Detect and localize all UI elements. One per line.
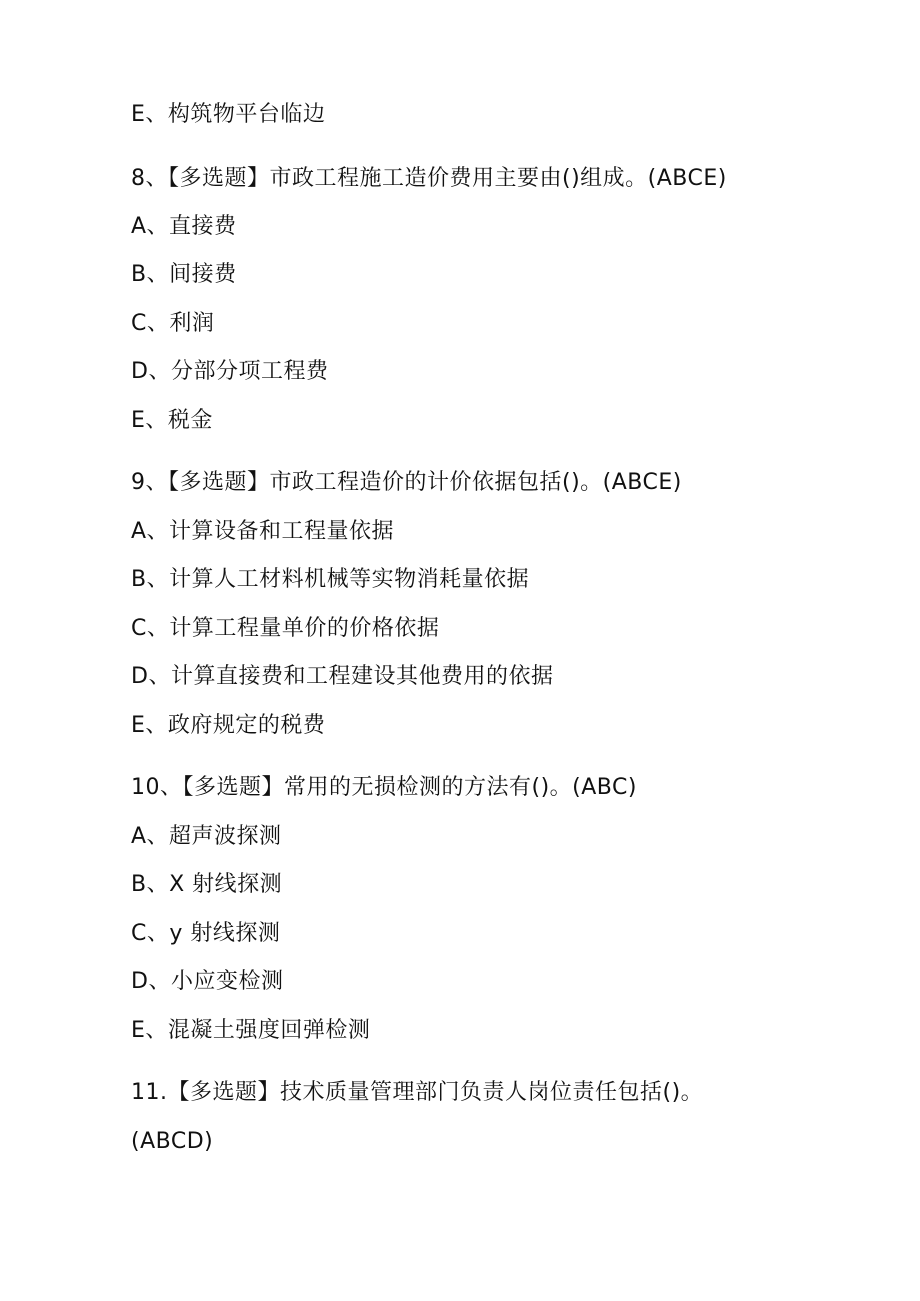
option-line: D、计算直接费和工程建设其他费用的依据 bbox=[131, 664, 554, 689]
option-line: C、计算工程量单价的价格依据 bbox=[131, 616, 440, 641]
option-line: E、混凝土强度回弹检测 bbox=[131, 1018, 371, 1043]
answer-line: (ABCD) bbox=[131, 1129, 214, 1154]
question-line: 8、【多选题】市政工程施工造价费用主要由()组成。(ABCE) bbox=[131, 166, 727, 191]
question-line: 9、【多选题】市政工程造价的计价依据包括()。(ABCE) bbox=[131, 470, 682, 495]
question-line: 10、【多选题】常用的无损检测的方法有()。(ABC) bbox=[131, 775, 637, 800]
option-line: B、计算人工材料机械等实物消耗量依据 bbox=[131, 567, 530, 592]
option-line: B、间接费 bbox=[131, 262, 237, 287]
option-line: A、直接费 bbox=[131, 214, 237, 239]
option-line: A、计算设备和工程量依据 bbox=[131, 519, 395, 544]
option-line: A、超声波探测 bbox=[131, 824, 282, 849]
option-line: E、政府规定的税费 bbox=[131, 713, 326, 738]
option-line: C、y 射线探测 bbox=[131, 921, 281, 946]
option-line: E、构筑物平台临边 bbox=[131, 102, 326, 127]
option-line: D、分部分项工程费 bbox=[131, 359, 329, 384]
question-line: 11.【多选题】技术质量管理部门负责人岗位责任包括()。 bbox=[131, 1080, 704, 1105]
option-line: C、利润 bbox=[131, 311, 215, 336]
option-line: B、X 射线探测 bbox=[131, 872, 283, 897]
option-line: D、小应变检测 bbox=[131, 969, 284, 994]
option-line: E、税金 bbox=[131, 408, 213, 433]
